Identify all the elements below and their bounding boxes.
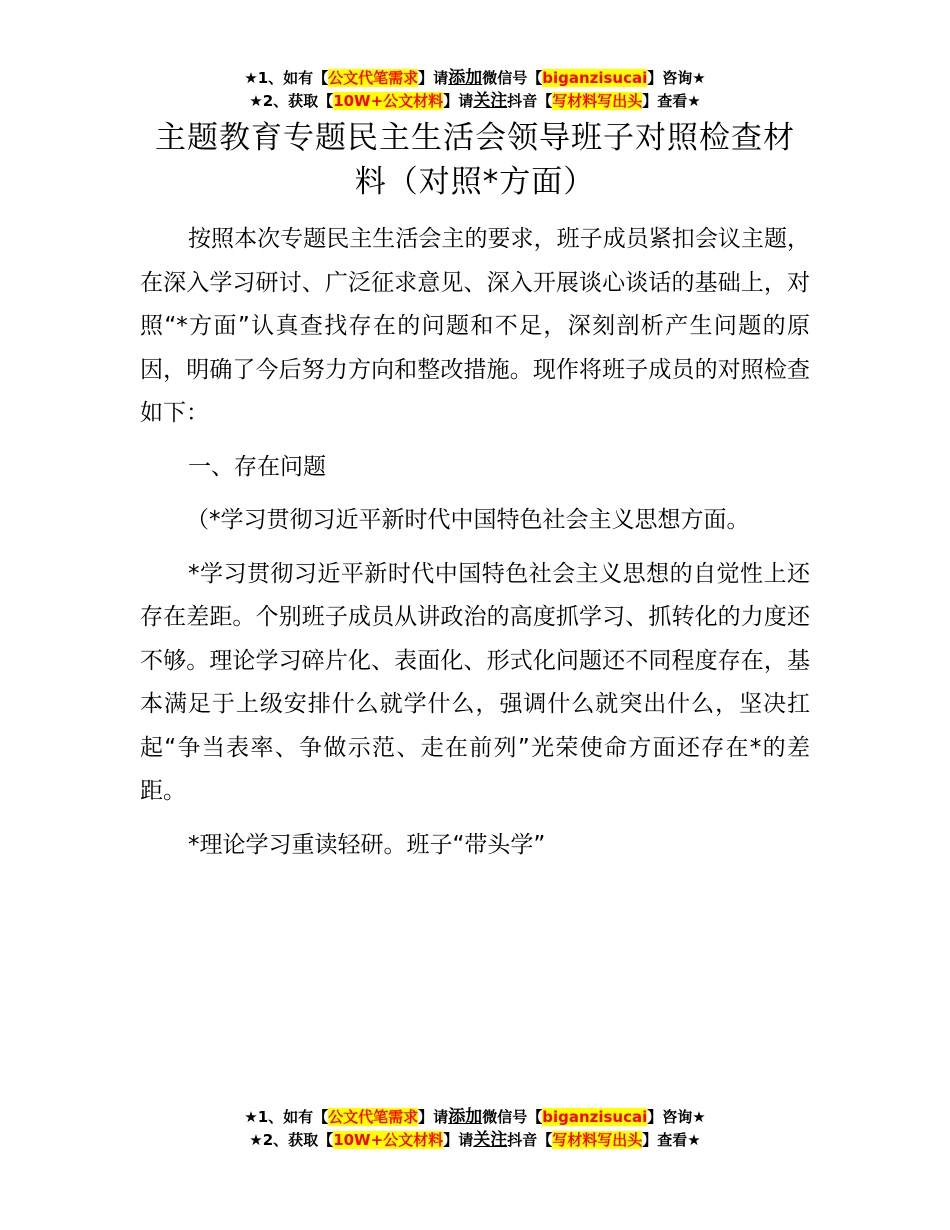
banner-text: 】请 (443, 92, 474, 110)
emphasis-add: 添加 (448, 1107, 483, 1127)
section-heading: 一、存在问题 (188, 453, 326, 480)
banner-text: 】咨询★ (647, 69, 706, 87)
banner-text: ★1、如有【 (244, 1108, 329, 1126)
document-title: 主题教育专题民主生活会领导班子对照检查材料（对照*方面） (155, 120, 795, 200)
banner-text: 微信号【 (482, 1108, 543, 1126)
highlight-douyin: 写材料写出头 (552, 92, 643, 110)
paragraph-problem: *学习贯彻习近平新时代中国特色社会主义思想的自觉性上还存在差距。个别班子成员从讲政治的高度抓学习、抓转化的力度还不够。理论学习碎片化、表面化、形式化问题还不同程度存在，基本满足于上级安排什么就学什么，强调什么就突出什么，坚决扛起“争当表率、争做示范、走在前列”光荣使命方面还存在*的差距。 (140, 560, 810, 804)
highlight-service: 公文代笔需求 (328, 1108, 419, 1126)
banner-text: 微信号【 (482, 69, 543, 87)
banner-text: 】查看★ (642, 1131, 701, 1149)
highlight-wechat-id: biganzisucai (542, 69, 648, 87)
banner-line-2 (0, 90, 950, 113)
banner-text: 抖音【 (507, 1131, 553, 1149)
subsection-heading: （*学习贯彻习近平新时代中国特色社会主义思想方面。 (186, 507, 750, 533)
banner-line-1 (0, 1106, 950, 1129)
emphasis-follow: 关注 (473, 1130, 508, 1150)
banner-line-1 (0, 67, 950, 90)
banner-text: 】请 (418, 1108, 449, 1126)
paragraph-intro: 按照本次专题民主生活会主的要求，班子成员紧扣会议主题，在深入学习研讨、广泛征求意见、深入开展谈心谈话的基础上，对照“*方面”认真查找存在的问题和不足，深刻剖析产生问题的原因，明确了今后努力方向和整改措施。现作将班子成员的对照检查如下： (140, 226, 810, 426)
banner-text: 】请 (443, 1131, 474, 1149)
highlight-materials: 10W+公文材料 (333, 92, 444, 110)
emphasis-add: 添加 (448, 68, 483, 88)
banner-text: 抖音【 (507, 92, 553, 110)
header-banner (0, 67, 950, 113)
banner-text: ★2、获取【 (249, 1131, 334, 1149)
highlight-materials: 10W+公文材料 (333, 1131, 444, 1149)
banner-text: ★1、如有【 (244, 69, 329, 87)
highlight-service: 公文代笔需求 (328, 69, 419, 87)
banner-text: 】咨询★ (647, 1108, 706, 1126)
banner-text: 】请 (418, 69, 449, 87)
footer-banner (0, 1106, 950, 1152)
paragraph-partial: *理论学习重读轻研。班子“带头学” (188, 831, 546, 858)
emphasis-follow: 关注 (473, 91, 508, 111)
banner-line-2 (0, 1129, 950, 1152)
highlight-wechat-id: biganzisucai (542, 1108, 648, 1126)
banner-text: ★2、获取【 (249, 92, 334, 110)
highlight-douyin: 写材料写出头 (552, 1131, 643, 1149)
document-body (140, 218, 810, 877)
banner-text: 】查看★ (642, 92, 701, 110)
